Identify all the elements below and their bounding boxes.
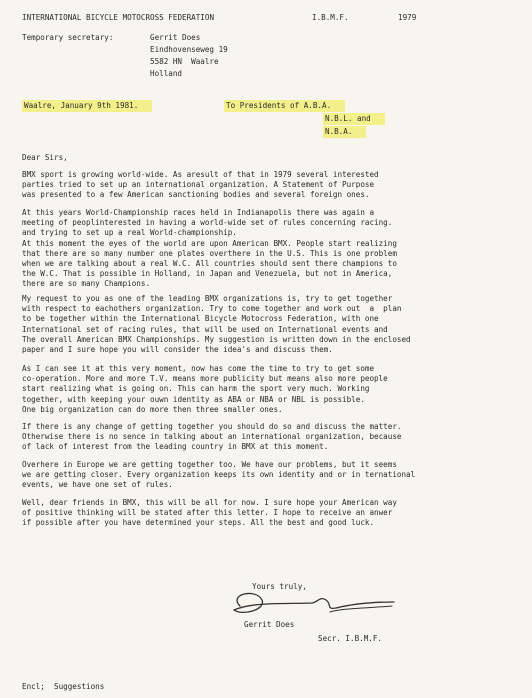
paragraph-line: Well, dear friends in BMX, this will be all for now. I sure hope your American way [22, 498, 397, 507]
paragraph-1 [22, 170, 522, 201]
paragraph-line: the W.C. That is possible in Holland, in Japan and Venezuela, but not in America, [22, 269, 393, 279]
paragraph-line: if possible after you have determined your steps. All the best and good luck. [22, 518, 375, 528]
letterhead-org: INTERNATIONAL BICYCLE MOTOCROSS FEDERATION [22, 13, 215, 22]
paragraph-line: One big organization can do more then three smaller ones. [22, 404, 283, 414]
paragraph-line: with respect to eachothers organization. Try to come together and work out a plan [22, 304, 402, 314]
paragraph-line: together, with keeping your ouwn identity as ABA or NBA or NBL is possible. [22, 394, 365, 404]
letterhead-abbr: I.B.M.F. [312, 13, 349, 22]
paragraph-line: At this moment the eyes of the world are upon American BMX. People start realizing [22, 238, 397, 248]
paragraph-6 [22, 460, 522, 491]
date-line: Waalre, January 9th 1981. [22, 100, 152, 112]
paragraph-line: As I can see it at this very moment, now has come the time to try to get some [22, 364, 375, 373]
sender-label: Temporary secretary: [22, 33, 114, 42]
signature-image [222, 586, 402, 622]
paragraph-line: parties tried to set up an international organization. A Statement of Purpose [22, 180, 375, 190]
closing: Yours truly, [252, 582, 307, 591]
salutation: Dear Sirs, [22, 153, 68, 162]
paragraph-line: was presented to a few American sanctioning bodies and several foreign ones. [22, 190, 370, 200]
paragraph-line: events, we have one set of rules. [22, 480, 173, 490]
paragraph-7 [22, 498, 522, 529]
recipient-line-3: N.B.A. [323, 126, 366, 138]
sender-city: 5582 HN Waalre [150, 57, 219, 66]
paragraph-2 [22, 208, 522, 290]
paragraph-line: of lack of interest from the leading country in BMX at this moment. [22, 442, 329, 452]
paragraph-line: Overhere in Europe we are getting together too. We have our problems, but it seems [22, 460, 397, 469]
paragraph-line: If there is any change of getting together you should do so and discuss the matter. [22, 422, 402, 431]
signer-name: Gerrit Does [244, 620, 295, 629]
paragraph-line: that there are so many number one plates overthere in the U.S. This is one problem [22, 248, 397, 258]
paragraph-line: BMX sport is growing world-wide. As aresult of that in 1979 several interested [22, 170, 379, 179]
paragraph-line: there are so many Champions. [22, 279, 151, 289]
paragraph-4 [22, 364, 522, 415]
paragraph-line: At this years World-Championship races held in Indianapolis there was again a [22, 208, 375, 217]
paragraph-line: we are getting closer. Every organization keeps its own identity and or in ternational [22, 470, 416, 480]
paragraph-line: My request to you as one of the leading BMX organizations is, try to get together [22, 294, 393, 303]
recipient-line-1: To Presidents of A.B.A. [224, 100, 345, 112]
paragraph-3 [22, 294, 522, 355]
paragraph-line: meeting of peoplinterested in having a world-wide set of rules concerning racing. [22, 218, 393, 228]
signer-title: Secr. I.B.M.F. [318, 634, 383, 643]
sender-country: Holland [150, 69, 183, 78]
paragraph-line: start realizing what is going on. This can harm the sport very much. Working [22, 384, 370, 394]
paragraph-line: International set of racing rules, that will be used on International events and [22, 324, 388, 334]
letterhead-year: 1979 [398, 13, 417, 22]
paragraph-line: co-operation. More and more T.V. means more publicity but means also more people [22, 374, 388, 384]
paragraph-line: The overall American BMX Championships. My suggestion is written down in the enclosed [22, 334, 411, 344]
sender-street: Eindhovenseweg 19 [150, 45, 228, 54]
paragraph-line: and trying to set up a real World-championship. [22, 228, 237, 238]
paragraph-line: when we are talking about a real W.C. All countries should sent there champions to [22, 259, 397, 269]
recipient-line-2: N.B.L. and [323, 113, 385, 125]
paragraph-line: Otherwise there is no sence in talking about an international organization, because [22, 432, 402, 442]
paragraph-5 [22, 422, 522, 453]
paragraph-line: to be together within the International Bicycle Motocross Federation, with one [22, 314, 379, 324]
enclosure-line: Encl; Suggestions [22, 682, 105, 691]
paragraph-line: of positive thinking will be stated after this letter. I hope to receive an anwer [22, 508, 393, 518]
sender-name: Gerrit Does [150, 33, 201, 42]
paragraph-line: paper and I sure hope you will consider the idea's and discuss them. [22, 345, 333, 355]
